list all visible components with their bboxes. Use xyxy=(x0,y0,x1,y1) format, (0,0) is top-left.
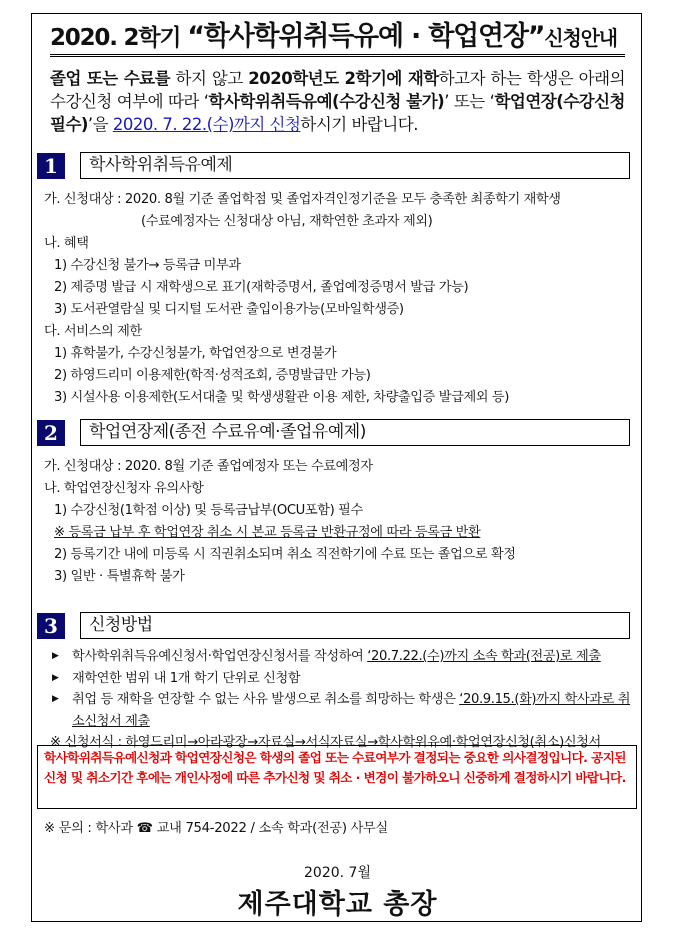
document-title xyxy=(50,22,625,57)
bullet-item xyxy=(44,646,634,668)
section-2-header xyxy=(37,419,634,446)
contact-info xyxy=(44,817,388,836)
list-item: (수료예정자는 신청대상 아님, 재학연한 초과자 제외) xyxy=(141,214,433,229)
list-item: 2) 등록기간 내에 미등록 시 직권취소되며 취소 직전학기에 수료 또는 졸업으로 확정 xyxy=(54,547,516,562)
phone-icon: ☎ xyxy=(136,821,153,836)
section-number-badge: 3 xyxy=(37,613,65,639)
list-item: 나. 혜택 xyxy=(44,236,89,251)
list-item: 2) 하영드리미 이용제한(학적·성적조회, 증명발급만 가능) xyxy=(54,368,371,383)
bullet-item xyxy=(44,668,634,690)
list-item: 다. 서비스의 제한 xyxy=(44,324,142,339)
bullet-item xyxy=(44,689,634,732)
intro-text: 졸업 또는 수료를 xyxy=(50,69,171,88)
triangle-bullet-icon: ▶ xyxy=(52,672,59,683)
list-item: 3) 시설사용 이용제한(도서대출 및 학생생활관 이용 제한, 차량출입증 발급제외 등) xyxy=(54,390,509,405)
intro-text: ’을 xyxy=(87,115,113,134)
contact-phone: 교내 754-2022 / 소속 학과(전공) 사무실 xyxy=(152,821,388,836)
list-item: 가. 신청대상 : 2020. 8월 기준 졸업예정자 또는 수료예정자 xyxy=(44,459,373,474)
intro-text: 학사학위취득유예(수강신청 불가) xyxy=(208,92,445,111)
refund-note: ※ 등록금 납부 후 학업연장 취소 시 본교 등록금 반환규정에 따라 등록금 반환 xyxy=(54,525,481,540)
intro-text: 하고자 하는 학생은 아래의 수강신청 여부에 따라 ‘ xyxy=(50,69,626,111)
bullet-text: 재학연한 범위 내 1개 학기 단위로 신청함 xyxy=(72,670,301,686)
intro-text: 2020학년도 2학기에 재학 xyxy=(248,69,439,88)
warning-box: 학사학위취득유예신청과 학업연장신청은 학생의 졸업 또는 수료여부가 결정되는 중요한 의사결정입니다. 공지된 신청 및 취소기간 후에는 개인사정에 따른 추가신청 및 취소 · 변경이 불가하오니 신중하게 결정하시기 바랍니다. xyxy=(37,745,637,809)
bullet-deadline: ‘20.9.15.(화)까지 학사과로 취소신청서 제출 xyxy=(72,692,631,729)
list-item: 나. 학업연장신청자 유의사항 xyxy=(44,481,204,496)
triangle-bullet-icon: ▶ xyxy=(52,694,59,704)
section-3-body xyxy=(44,646,634,753)
intro-text: 하시기 바랍니다. xyxy=(300,115,418,134)
signature: 제주대학교 총장 xyxy=(237,889,438,920)
notice-document xyxy=(31,13,642,922)
section-3-header xyxy=(37,612,634,639)
intro-text: ’ 또는 ‘ xyxy=(444,92,495,111)
section-title: 신청방법 xyxy=(80,612,630,639)
section-number-badge: 1 xyxy=(37,153,65,179)
triangle-bullet-icon: ▶ xyxy=(52,651,59,661)
bullet-text: 취업 등 재학을 연장할 수 없는 사유 발생으로 취소를 희망하는 학생은 xyxy=(72,692,460,707)
list-item: 1) 수강신청 불가→ 등록금 미부과 xyxy=(54,258,241,273)
list-item: 가. 신청대상 : 2020. 8월 기준 졸업학점 및 졸업자격인정기준을 모두 충족한 최종학기 재학생 xyxy=(44,192,561,207)
bullet-deadline: ‘20.7.22.(수)까지 소속 학과(전공)로 제출 xyxy=(367,649,601,664)
intro-text: 하지 않고 xyxy=(170,69,249,88)
section-title: 학업연장제(종전 수료유예·졸업유예제) xyxy=(80,419,630,446)
form-location-note: ※ 신청서식 : 하영드리미→아라광장→자료실→서식자료실→학사학위유예·학업연장신청(취소)신청서 xyxy=(50,735,601,750)
deadline-link[interactable]: 2020. 7. 22.(수)까지 신청 xyxy=(112,115,301,134)
section-2-body xyxy=(44,456,634,588)
section-1-header xyxy=(37,152,634,179)
list-item: 1) 휴학불가, 수강신청불가, 학업연장으로 변경불가 xyxy=(54,346,337,361)
contact-label: ※ 문의 : 학사과 xyxy=(44,821,137,836)
section-1-body xyxy=(44,189,634,409)
intro-paragraph xyxy=(50,67,625,136)
title-suffix: 신청안내 xyxy=(544,26,617,50)
issue-date: 2020. 7월 xyxy=(304,865,371,881)
intro-text: 학업연장(수강신청 필수) xyxy=(50,92,625,134)
section-title: 학사학위취득유예제 xyxy=(80,152,630,179)
section-number-badge: 2 xyxy=(37,420,65,446)
list-item: 3) 일반 · 특별휴학 불가 xyxy=(54,569,185,584)
title-prefix: 2020. 2학기 xyxy=(50,25,188,51)
list-item: 2) 제증명 발급 시 재학생으로 표기(재학증명서, 졸업예정증명서 발급 가능) xyxy=(54,280,469,295)
list-item: 3) 도서관열람실 및 디지털 도서관 출입이용가능(모바일학생증) xyxy=(54,302,404,317)
list-item: 1) 수강신청(1학점 이상) 및 등록금납부(OCU포함) 필수 xyxy=(54,503,363,518)
bullet-text: 학사학위취득유예신청서·학업연장신청서를 작성하여 xyxy=(72,649,368,664)
title-highlight: “학사학위취득유예 · 학업연장” xyxy=(187,21,545,52)
